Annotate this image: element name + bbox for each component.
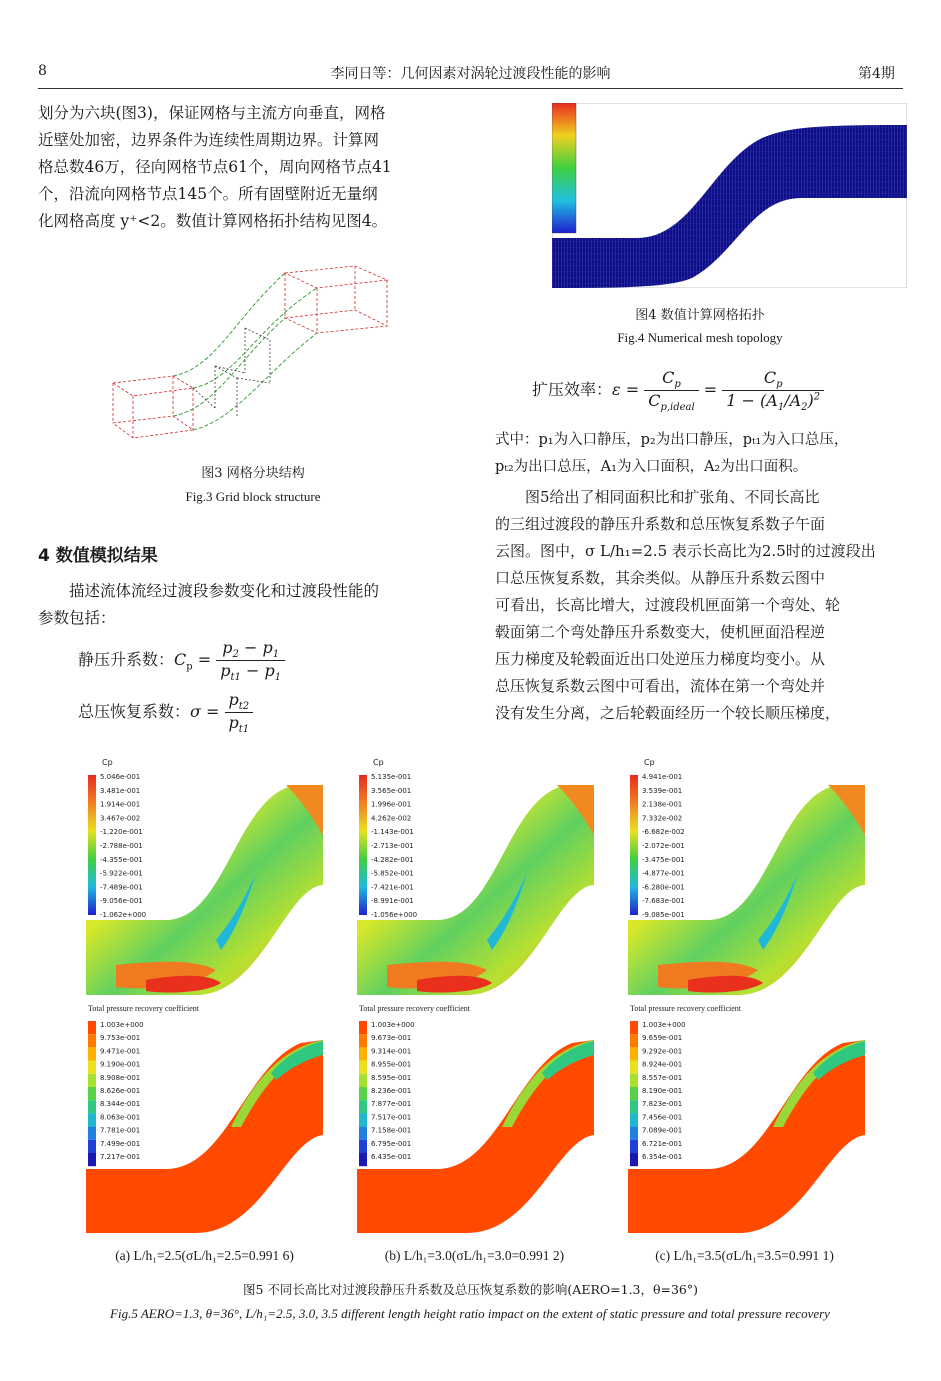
tp-legend-swatch [630,1047,638,1060]
tp-legend-swatch [630,1034,638,1047]
cp-legend-label: 7.332e-002 [642,814,683,823]
fig5-panel-1 [86,758,323,1233]
tp-legend-swatch [630,1074,638,1087]
tp-legend-swatch [359,1127,367,1140]
cp-legend-label: -1.220e-001 [100,828,143,837]
cp-legend-label: -5.922e-001 [100,869,143,878]
cp-legend-label: 4.941e-001 [642,773,683,781]
tp-legend-swatch [88,1021,96,1034]
eq-eff-fraction-2: $\frac{C_p}{1 - (A_1/A_2)^2}$ [722,368,824,413]
tp-legend-label: 8.626e-001 [100,1087,141,1095]
cp-legend-label: -7.421e-001 [371,883,414,892]
eq-static-fraction: $\frac{p_2 - p_1}{p_{t1} - p_1}$ [216,638,285,683]
tp-legend-swatch [359,1021,367,1034]
cp-legend-label: -7.489e-001 [100,883,143,892]
eq-eff-label: 扩压效率： [532,380,613,400]
tp-legend-label: 6.354e-001 [642,1153,683,1161]
cp-legend-label: -9.056e-001 [100,897,143,906]
cp-legend-label: -1.062e+000 [100,911,147,919]
eq-total-fraction: $\frac{p_{t2}}{p_{t1}}$ [225,690,254,735]
tp-legend-label: 7.499e-001 [100,1139,141,1148]
tp-legend-label: 8.595e-001 [371,1073,412,1082]
tp-legend-swatch [630,1153,638,1166]
tp-legend-swatch [359,1087,367,1100]
tp-legend-swatch [630,1021,638,1034]
tp-legend-label: 6.795e-001 [371,1139,412,1148]
text-line: pₜ₂为出口总压，A₁为入口面积，A₂为出口面积。 [495,459,808,475]
tp-legend-swatch [359,1153,367,1166]
cp-legend-label: -2.788e-001 [100,842,143,850]
fig4-mesh-topology [552,103,907,288]
fig3-grid-block-diagram [105,258,405,448]
text-line: 格总数46万，径向网格节点61个，周向网格节点41 [38,158,392,176]
fig5-caption-a: (a) L/h₁=2.5(σL/h₁=2.5=0.991 6) [115,1248,294,1263]
right-paragraph-3 [495,427,915,481]
running-title: 李同日等：几何因素对涡轮过渡段性能的影响 [330,66,611,82]
tp-legend-label: 7.456e-001 [642,1113,683,1122]
text-line: 图5给出了相同面积比和扩张角、不同长高比 [525,488,820,506]
text-line: 个，沿流向网格节点145个。所有固壁附近无量纲 [38,185,378,203]
fig5-caption-en: Fig.5 AERO=1.3, θ=36°, L/h₁=2.5, 3.0, 3.5 different length height ratio impact on the extent of static pressure and total pressure recovery [110,1306,830,1321]
cp-legend-label: -1.056e+000 [371,911,418,919]
tp-legend-label: 9.659e-001 [642,1034,683,1043]
cp-legend-label: -4.355e-001 [100,855,143,864]
cp-legend-label: -3.475e-001 [642,855,685,864]
tp-legend-swatch [359,1100,367,1113]
tp-legend-label: 9.190e-001 [100,1060,141,1069]
cp-legend-label: -2.072e-001 [642,842,685,850]
text-line: 总压恢复系数云图中可看出，流体在第一个弯处并 [495,677,826,695]
eq-total-pressure-recovery: 总压恢复系数：σ = $\frac{p_{t2}}{p_{t1}}$ [78,690,253,735]
cp-legend-label: -4.877e-001 [642,869,685,878]
cp-legend-title: Cp [373,758,384,767]
tp-legend-swatch [88,1140,96,1153]
tp-legend-label: 7.089e-001 [642,1126,683,1135]
tp-legend-label: 8.344e-001 [100,1100,141,1109]
tp-legend-label: 1.003e+000 [642,1021,686,1029]
tp-legend-label: 9.753e-001 [100,1034,141,1043]
text-line: 参数包括： [38,609,116,627]
tp-legend-swatch [88,1061,96,1074]
fig5-contours [0,755,941,1275]
fig5-caption-b: (b) L/h₁=3.0(σL/h₁=3.0=0.991 2) [384,1248,565,1263]
tp-legend-swatch [88,1074,96,1087]
tp-legend-label: 7.823e-001 [642,1100,683,1109]
tp-legend-label: 8.190e-001 [642,1087,683,1095]
fig5-caption-cn: 图5 不同长高比对过渡段静压升系数及总压恢复系数的影响(AERO=1.3，θ=36°) [243,1282,698,1297]
eq-total-label: 总压恢复系数： [78,702,191,722]
header-rule [38,88,903,89]
page-number: 8 [38,63,47,79]
tp-legend-label: 9.314e-001 [371,1047,412,1056]
cp-legend-label: 5.046e-001 [100,773,141,781]
text-line: 式中：p₁为入口静压，p₂为出口静压，pₜ₁为入口总压， [495,432,849,448]
cp-legend-title: Cp [102,758,113,767]
text-line: 划分为六块(图3)，保证网格与主流方向垂直，网格 [38,104,386,122]
tp-legend-swatch [630,1061,638,1074]
tp-legend-label: 8.924e-001 [642,1060,683,1069]
tp-legend-label: 7.158e-001 [371,1126,412,1135]
tp-legend-swatch [359,1047,367,1060]
tp-legend-swatch [359,1113,367,1126]
cp-legend-label: 5.135e-001 [371,773,412,781]
tp-legend-swatch [88,1087,96,1100]
tp-legend-title: Total pressure recovery coefficient [630,1004,742,1013]
cp-legend-label: -7.683e-001 [642,897,685,906]
text-line: 可看出，长高比增大，过渡段机匣面第一个弯处、轮 [495,596,841,614]
tp-legend-label: 6.721e-001 [642,1139,683,1148]
text-line: 描述流体流经过渡段参数变化和过渡段性能的 [69,582,380,600]
fig5-caption-c: (c) L/h₁=3.5(σL/h₁=3.5=0.991 1) [655,1248,834,1263]
tp-legend-swatch [359,1074,367,1087]
cp-legend-label: 4.262e-002 [371,814,412,823]
tp-legend-label: 8.236e-001 [371,1087,412,1095]
right-paragraph-4 [495,484,915,727]
cp-legend-label: -4.282e-001 [371,855,414,864]
issue-number: 第4期 [858,66,895,82]
cp-legend-bar [88,775,96,915]
tp-legend-swatch [630,1087,638,1100]
tp-legend-label: 9.673e-001 [371,1034,412,1043]
cp-legend-label: 3.565e-001 [371,786,412,795]
tp-legend-label: 6.435e-001 [371,1153,412,1161]
fig3-caption-en: Fig.3 Grid block structure [185,489,321,504]
tp-legend-label: 1.003e+000 [100,1021,144,1029]
cp-legend-label: 1.914e-001 [100,800,141,809]
cp-legend-bar [630,775,638,915]
tp-legend-swatch [359,1140,367,1153]
tp-legend-swatch [88,1153,96,1166]
tp-legend-label: 8.955e-001 [371,1060,412,1069]
fig5-panel-3 [628,758,865,1233]
text-line: 毂面第二个弯处静压升系数变大，使机匣面沿程逆 [495,623,826,641]
text-line: 云图。图中，σ L/h₁=2.5 表示长高比为2.5时的过渡段出 [495,542,876,560]
tp-legend-title: Total pressure recovery coefficient [359,1004,471,1013]
tp-legend-swatch [88,1100,96,1113]
tp-legend-swatch [630,1127,638,1140]
cp-legend-label: -2.713e-001 [371,842,414,850]
fig4-caption-cn: 图4 数值计算网格拓扑 [635,308,765,323]
tp-legend-label: 9.292e-001 [642,1047,683,1056]
cp-legend-label: -6.280e-001 [642,883,685,892]
tp-legend-swatch [88,1047,96,1060]
cp-legend-label: 3.539e-001 [642,786,683,795]
tp-legend-swatch [88,1113,96,1126]
tp-legend-swatch [630,1100,638,1113]
left-paragraph-2 [38,578,468,632]
fig3-caption-cn: 图3 网格分块结构 [201,466,305,481]
text-line: 没有发生分离，之后轮毂面经历一个较长顺压梯度， [495,704,841,722]
tp-legend-swatch [88,1127,96,1140]
tp-legend-label: 7.877e-001 [371,1100,412,1109]
cp-legend-label: -8.991e-001 [371,897,414,906]
cp-legend-label: -5.852e-001 [371,869,414,878]
fig4-caption-en: Fig.4 Numerical mesh topology [617,330,783,345]
tp-legend-label: 7.517e-001 [371,1113,412,1122]
tp-legend-swatch [630,1140,638,1153]
cp-legend-label: -9.085e-001 [642,911,685,919]
tp-legend-swatch [359,1034,367,1047]
tp-legend-swatch [630,1113,638,1126]
cp-legend-label: -6.682e-002 [642,828,685,837]
text-line: 的三组过渡段的静压升系数和总压恢复系数子午面 [495,515,826,533]
fig5-panel-2 [357,758,594,1233]
eq-static-pressure-rise: 静压升系数：$C_p$ = $\frac{p_2 - p_1}{p_{t1} - p_1}$ [78,638,285,683]
tp-legend-label: 8.908e-001 [100,1073,141,1082]
text-line: 压力梯度及轮毂面近出口处逆压力梯度均变小。从 [495,650,826,668]
tp-legend-label: 7.781e-001 [100,1126,141,1135]
section-heading: 4 数值模拟结果 [38,546,158,566]
tp-legend-swatch [359,1061,367,1074]
tp-legend-label: 1.003e+000 [371,1021,415,1029]
tp-legend-swatch [88,1034,96,1047]
cp-legend-label: 3.481e-001 [100,786,141,795]
tp-legend-label: 8.557e-001 [642,1073,683,1082]
left-paragraph-1 [38,100,468,235]
text-line: 近壁处加密，边界条件为连续性周期边界。计算网 [38,131,380,149]
tp-legend-title: Total pressure recovery coefficient [88,1004,200,1013]
cp-legend-label: 1.996e-001 [371,800,412,809]
cp-legend-bar [359,775,367,915]
tp-legend-label: 9.471e-001 [100,1047,141,1056]
tp-legend-label: 8.063e-001 [100,1113,141,1122]
tp-legend-label: 7.217e-001 [100,1153,141,1161]
eq-eff-fraction-1: $\frac{C_p}{C_{p,ideal}}$ [644,368,699,413]
eq-static-label: 静压升系数： [78,650,175,670]
cp-legend-label: 2.138e-001 [642,800,683,809]
text-line: 口总压恢复系数，其余类似。从静压升系数云图中 [495,569,826,587]
cp-legend-label: 3.467e-002 [100,814,141,823]
cp-legend-title: Cp [644,758,655,767]
text-line: 化网格高度 y⁺<2。数值计算网格拓扑结构见图4。 [38,212,388,230]
cp-legend-label: -1.143e-001 [371,828,414,837]
eq-diffuser-efficiency: 扩压效率：ε = $\frac{C_p}{C_{p,ideal}}$ = $\frac{C_p}{1 - (A_1/A_2)^2}$ [532,368,824,413]
